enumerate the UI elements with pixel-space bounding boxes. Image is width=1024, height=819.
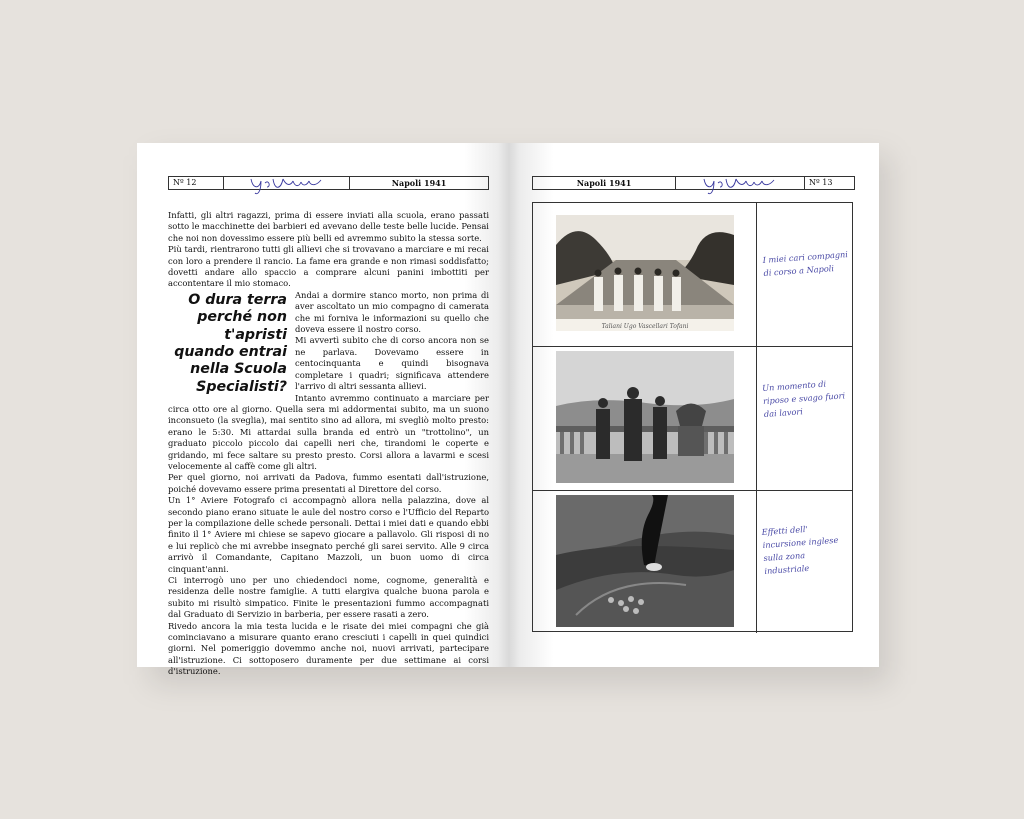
paragraph: Per quel giorno, noi arrivati da Padova, fummo esentati dall'istruzione, poiché dovevamo essere prima presentati al Direttore del corso. [168, 472, 489, 494]
cadets-photo-image [556, 215, 734, 331]
photo-row [533, 491, 852, 633]
handwritten-note: Effetti dell' incursione inglese sulla zona industriale [761, 523, 839, 576]
group-of-cadets-photo [556, 215, 734, 331]
paragraph: Infatti, gli altri ragazzi, prima di essere inviati alla scuola, erano passati sotto le macchinette dei barbieri ed avevano delle teste belle lucide. Pensai che noi non dovessimo essere più belli ed avremmo subito la stessa sorte. [168, 210, 489, 243]
location-title: Napoli 1941 [533, 177, 676, 189]
photo-row [533, 347, 852, 491]
signature [676, 177, 805, 189]
signature-mark [247, 173, 327, 195]
left-page-header [168, 176, 489, 190]
paragraph: Un 1° Aviere Fotografo ci accompagnò allora nella palazzina, dove al secondo piano erano situate le aule del nostro corso e l'Ufficio del Reparto per la compilazione delle schede personali. Dettai i miei dati e quando ebbi finito il 1° Aviere mi chiese se sapevo giocare a pallavolo. Gli risposi di no e lui replicò che mi avrebbe insegnato perché gli sarei servito. Alle 9 circa arrivò il Comandante, Capitano Mazzoli, un buon uomo di circa cinquant'anni. [168, 495, 489, 574]
paragraph: Più tardi, rientrarono tutti gli allievi che si trovavano a marciare e mi recai con loro a prendere il rancio. La fame era grande e non rimasi soddisfatto; dovetti andare allo spaccio a comprare alcuni panini imbottiti per accontentare il mio stomaco. [168, 244, 489, 289]
handwritten-note: I miei cari compagni di corso a Napoli [762, 249, 849, 278]
right-page [509, 143, 879, 667]
paragraph: Intanto avremmo continuato a marciare per circa otto ore al giorno. Quella sera mi addormentai subito, ma un suono inconsueto (la sveglia), mai sentito sino ad allora, mi svegliò molto presto: erano le 5:30. Mi attardai sulla branda ed entrò un "trottolino", un graduato piccolo piccolo dai capelli neri che, tirandomi le coperte e gridando, mi fece saltare su presto presto. Corsi allora a lavarmi e scesi velocemente al caffè come gli altri. [168, 392, 489, 471]
handwritten-note: Un momento di riposo e svago fuori dai lavori [761, 378, 846, 419]
bombing-smoke-photo [556, 495, 734, 627]
paragraph: Rivedo ancora la mia testa lucida e le risate dei miei compagni che già cominciavano a misurare quanto erano cresciuti i capelli in quei quindici giorni. Nel pomeriggio dovemmo anche noi, nuovi arrivati, partecipare all'istruzione. Ci sottoposero duramente per due settimane ai corsi d'istruzione. [168, 620, 489, 677]
signature [224, 177, 350, 189]
paragraph: Ci interrogò uno per uno chiedendoci nome, cognome, generalità e residenza delle nostre famiglie. A tutti elargiva qualche buona parola e subito mi risultò simpatico. Finite le presentazioni fummo accompagnati dal Graduato di Servizio in barberia, per essere rasati a zero. [168, 575, 489, 620]
photo-caption: Taliani Ugo Vascellari Tofani [601, 323, 689, 330]
right-page-header [532, 176, 855, 190]
photo-table [532, 202, 853, 632]
pullquote: O dura terra perché non t'apristi quando entrai nella Scuola Specialisti? [174, 291, 287, 395]
page-number: Nº 12 [169, 177, 224, 189]
men-on-terrace-photo [556, 351, 734, 483]
paragraph: Mi avvertì subito che di corso ancora non se ne parlava. Dovevamo essere in centocinquanta e quindi bisognava completare i quadri; significava attendere l'arrivo di altri sessanta allievi. [295, 335, 489, 392]
photo-row [533, 203, 852, 347]
smoke-photo-image [556, 495, 734, 627]
page-number: Nº 13 [809, 178, 833, 187]
body-text [168, 210, 489, 678]
paragraph: Andai a dormire stanco morto, non prima di aver ascoltato un mio compagno di camerata che mi forniva le informazioni su quello che doveva essere il nostro corso. [295, 289, 489, 335]
left-page [137, 143, 509, 677]
terrace-photo-image [556, 351, 734, 483]
signature-mark [700, 173, 780, 195]
location-title: Napoli 1941 [391, 178, 447, 188]
